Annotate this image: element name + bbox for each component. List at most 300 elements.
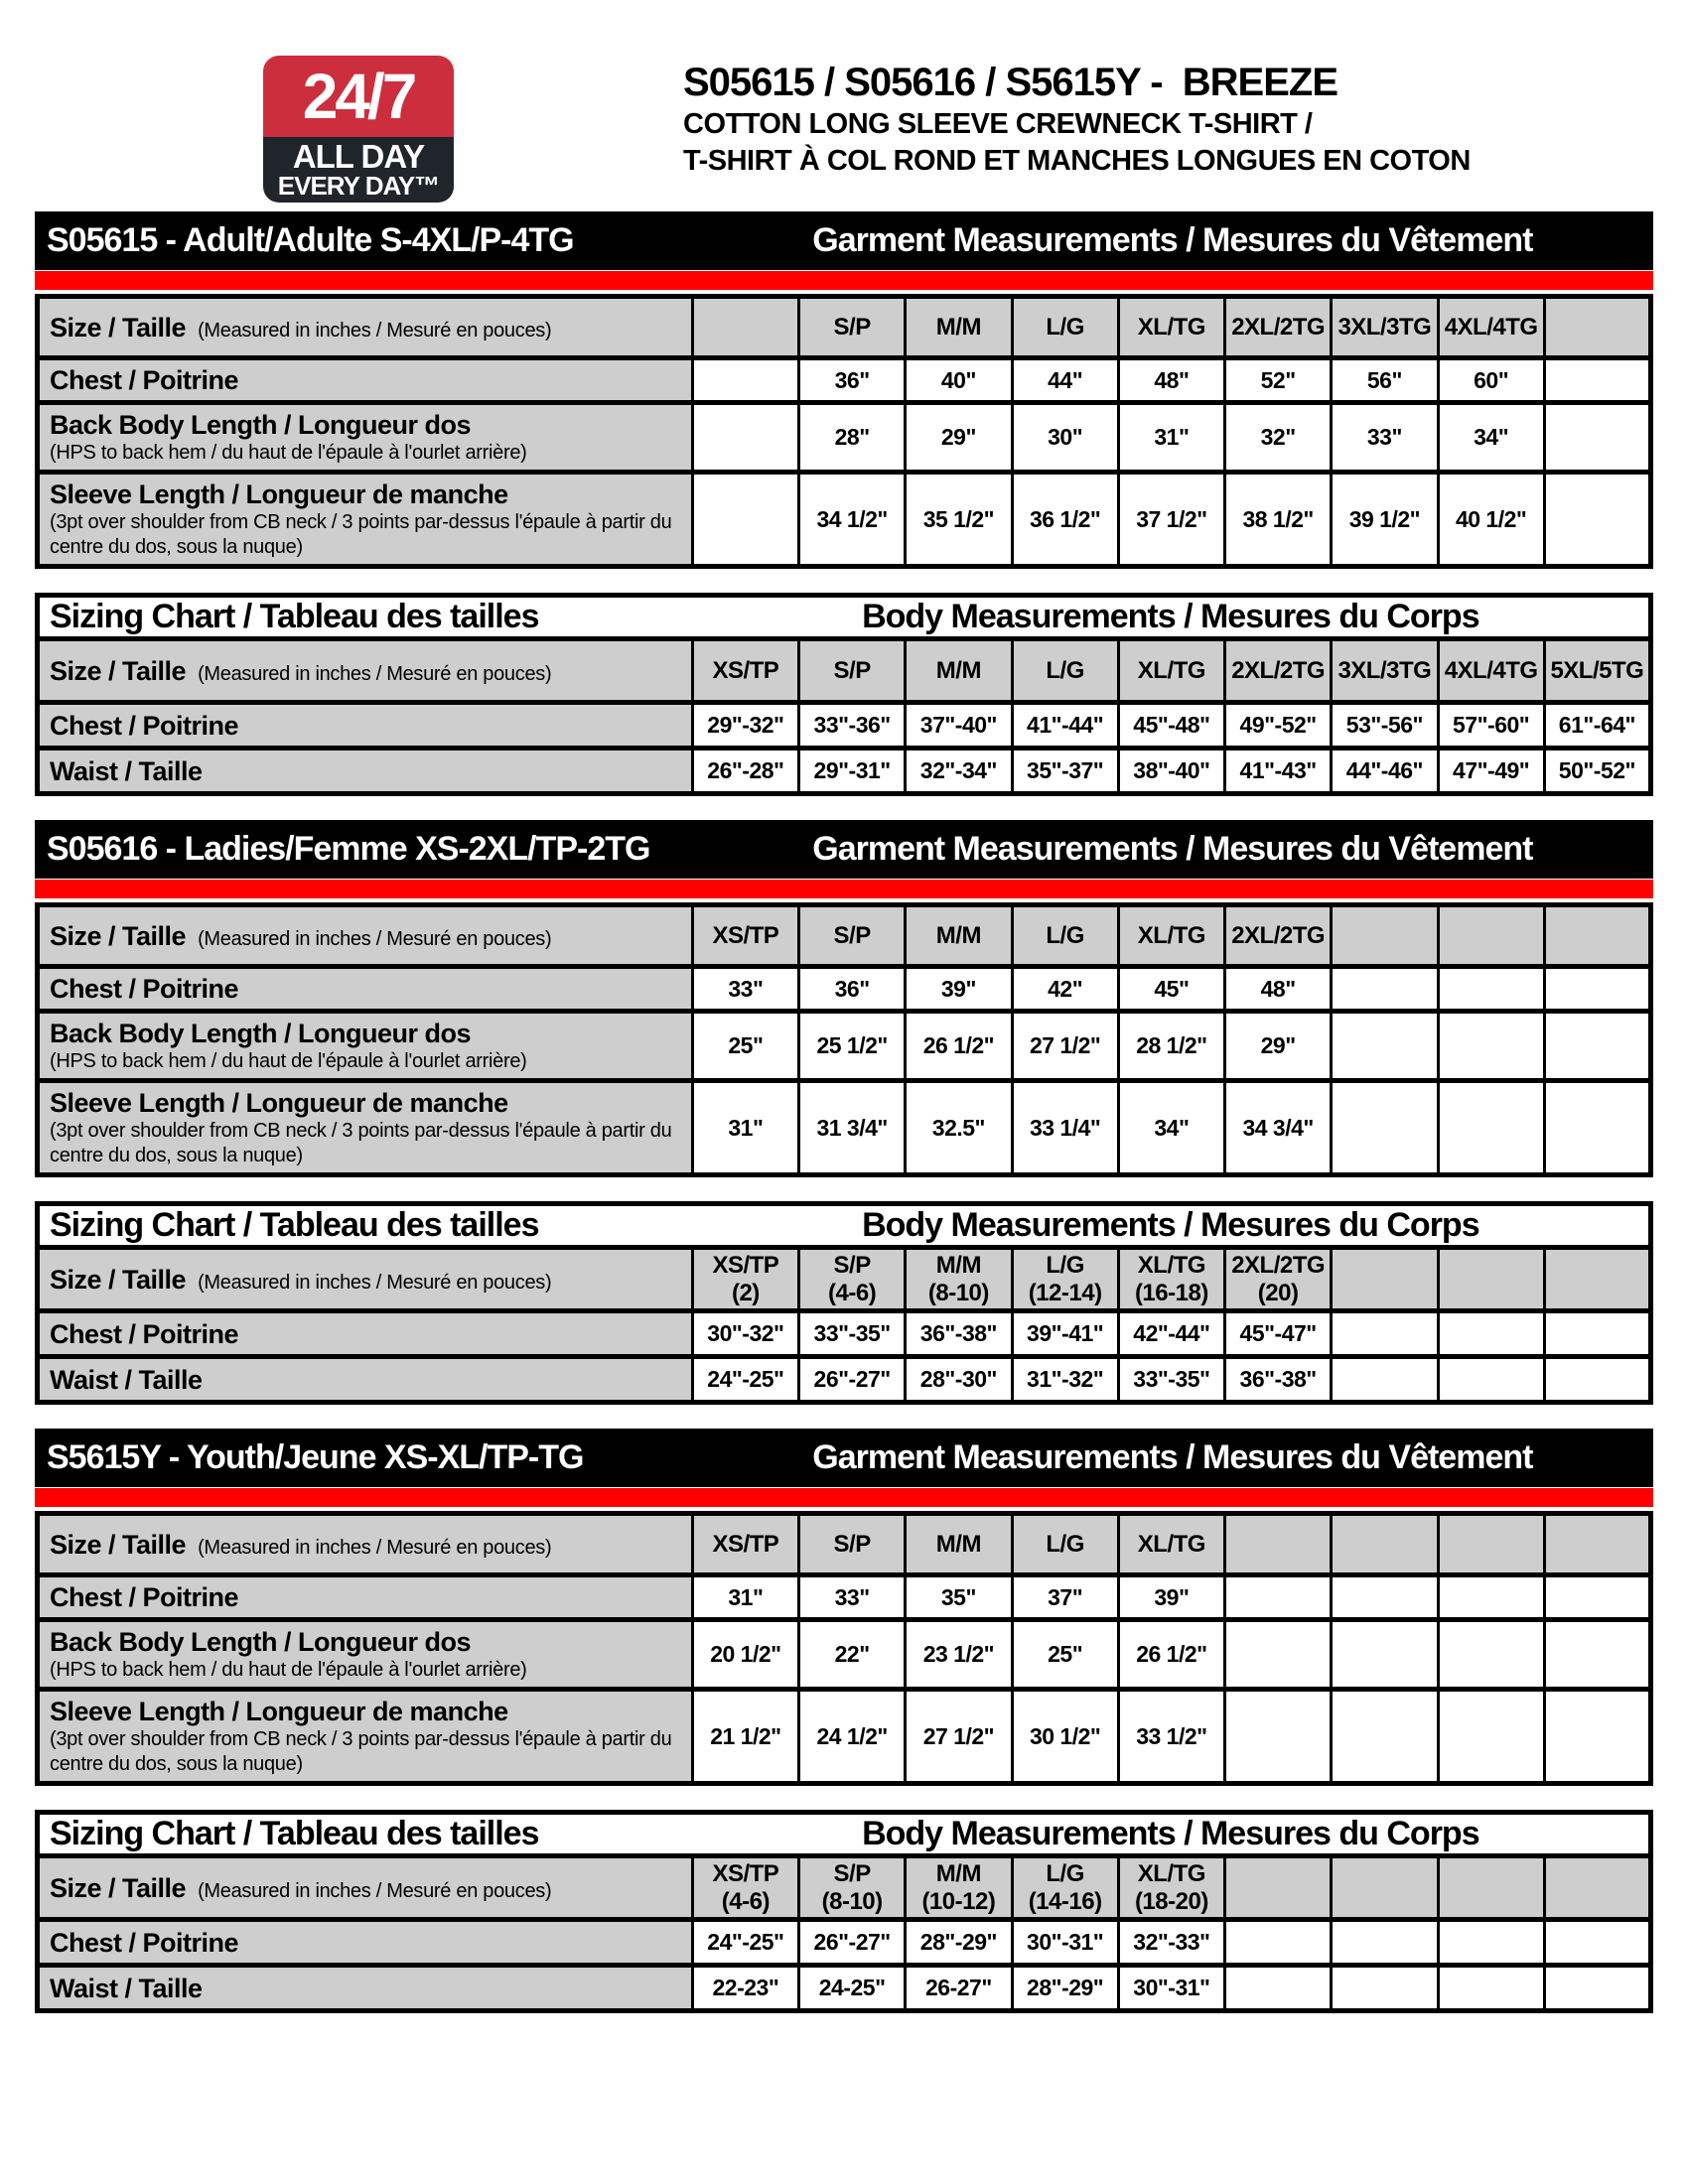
- measurement-cell: 61"-64": [1544, 703, 1650, 749]
- size-header-cell: [692, 1248, 798, 1311]
- size-units-note: (Measured in inches / Mesuré en pouces): [198, 1879, 552, 1902]
- row-note: (3pt over shoulder from CB neck / 3 points par-dessus l'épaule à partir du centre du dos, sous la nuque): [50, 511, 672, 558]
- measurement-cell: [1332, 1920, 1438, 1966]
- measurement-cell: [1544, 1690, 1650, 1784]
- measurement-cell: 26 1/2": [906, 1012, 1012, 1081]
- size-name: 2XL/2TG: [1231, 656, 1326, 684]
- size-header-cell: [1225, 1514, 1332, 1575]
- size-name: XL/TG: [1137, 313, 1205, 341]
- size-name: 3XL/3TG: [1337, 656, 1432, 684]
- adult-body-section: [35, 593, 1653, 796]
- sizing-chart-title: Sizing Chart / Tableau des tailles: [50, 1815, 539, 1852]
- row-label-cell: [38, 1920, 693, 1966]
- measurement-cell: [1438, 1575, 1544, 1620]
- size-number-range: (18-20): [1134, 1887, 1208, 1915]
- row-label-cell: [38, 473, 693, 567]
- size-header-cell: [1332, 297, 1438, 358]
- size-name: M/M: [935, 921, 981, 949]
- size-header-cell: [1438, 905, 1544, 967]
- measurement-cell: 25": [692, 1012, 798, 1081]
- measurement-cell: 42": [1012, 967, 1118, 1012]
- chart-header-row: [38, 596, 1651, 639]
- size-number-range: (10-12): [921, 1887, 996, 1915]
- ladies-body-table: [35, 1201, 1653, 1405]
- measurement-cell: 36": [799, 358, 906, 403]
- size-name: S/P: [833, 1530, 871, 1558]
- row-label: Back Body Length / Longueur dos: [50, 410, 472, 440]
- measurement-cell: 44"-46": [1332, 749, 1438, 794]
- measurement-cell: 28"-29": [906, 1920, 1012, 1966]
- row-label-cell: [38, 1311, 693, 1357]
- size-name: M/M: [935, 1251, 981, 1279]
- size-name: S/P: [833, 313, 871, 341]
- measurement-cell: 42"-44": [1118, 1311, 1224, 1357]
- size-name: 5XL/5TG: [1550, 656, 1644, 684]
- size-name: XL/TG: [1137, 921, 1205, 949]
- chart-header-row: [38, 1813, 1651, 1856]
- size-number-range: (12-14): [1028, 1279, 1102, 1306]
- logo-every-day-text: EVERY DAY™: [277, 171, 440, 201]
- measurement-cell: [1438, 967, 1544, 1012]
- adult-garment-section: [35, 211, 1653, 569]
- section-header-bar: [35, 820, 1653, 879]
- row-label: Chest / Poitrine: [50, 365, 239, 395]
- measurement-cell: 33"-36": [799, 703, 906, 749]
- size-name: M/M: [935, 1859, 981, 1887]
- size-header-row: [38, 905, 1651, 967]
- size-number-range: (2): [731, 1279, 760, 1306]
- measurement-cell: [1225, 1690, 1332, 1784]
- size-header-cell: [1438, 1514, 1544, 1575]
- size-units-note: (Measured in inches / Mesuré en pouces): [198, 662, 552, 685]
- sections-container: [35, 211, 1653, 2037]
- row-label-cell: [38, 1081, 693, 1175]
- measurement-cell: [692, 358, 798, 403]
- measurement-cell: 37"-40": [906, 703, 1012, 749]
- size-name: L/G: [1046, 656, 1084, 684]
- measurement-cell: [1544, 1311, 1650, 1357]
- measurement-cell: 37 1/2": [1118, 473, 1224, 567]
- size-header-cell: [1118, 297, 1224, 358]
- size-header-cell: [1332, 639, 1438, 703]
- size-header-cell: [1118, 639, 1224, 703]
- size-number-range: (16-18): [1134, 1279, 1208, 1306]
- measurement-cell: 30 1/2": [1012, 1690, 1118, 1784]
- row-label: Waist / Taille: [50, 1364, 203, 1395]
- section-title: S05616 - Ladies/Femme XS-2XL/TP-2TG: [47, 830, 650, 868]
- logo-24-7-badge: [263, 56, 454, 137]
- size-name: XS/TP: [712, 1859, 779, 1887]
- measurement-cell: 20 1/2": [692, 1620, 798, 1690]
- measurement-cell: [1438, 1081, 1544, 1175]
- youth-garment-section: [35, 1429, 1653, 1786]
- chart-header-cell: [38, 1813, 1651, 1856]
- measurement-cell: [1544, 473, 1650, 567]
- measurement-cell: [1544, 967, 1650, 1012]
- section-header-bar: [35, 1429, 1653, 1487]
- row-note: (HPS to back hem / du haut de l'épaule à l'ourlet arrière): [50, 442, 527, 464]
- row-note: (HPS to back hem / du haut de l'épaule à l'ourlet arrière): [50, 1050, 527, 1072]
- size-number-range: (8-10): [821, 1887, 883, 1915]
- measurement-cell: [1332, 1357, 1438, 1403]
- size-label: Size / Taille: [50, 1872, 187, 1903]
- measurement-cell: 30"-31": [1012, 1920, 1118, 1966]
- measurement-row: [38, 1081, 1651, 1175]
- youth-body-table: [35, 1810, 1653, 2013]
- size-name: S/P: [833, 1251, 871, 1279]
- body-measurements-heading: Body Measurements / Mesures du Corps: [862, 1815, 1479, 1852]
- size-header-cell: [906, 905, 1012, 967]
- measurement-cell: 27 1/2": [906, 1690, 1012, 1784]
- measurement-cell: 26"-27": [799, 1357, 906, 1403]
- size-name: 2XL/2TG: [1231, 1251, 1326, 1279]
- measurement-cell: [1544, 358, 1650, 403]
- row-label-cell: [38, 1620, 693, 1690]
- measurement-cell: 28": [799, 403, 906, 473]
- size-units-note: (Measured in inches / Mesuré en pouces): [198, 319, 552, 341]
- row-label: Chest / Poitrine: [50, 710, 239, 741]
- measurement-cell: [692, 473, 798, 567]
- size-name: L/G: [1046, 1530, 1084, 1558]
- size-units-note: (Measured in inches / Mesuré en pouces): [198, 1536, 552, 1559]
- measurement-cell: 36"-38": [1225, 1357, 1332, 1403]
- measurement-cell: 38 1/2": [1225, 473, 1332, 567]
- size-label-cell: [38, 905, 693, 967]
- measurement-cell: 29"-32": [692, 703, 798, 749]
- row-label-cell: [38, 1575, 693, 1620]
- measurement-row: [38, 1357, 1651, 1403]
- measurement-cell: 33"-35": [799, 1311, 906, 1357]
- measurement-cell: 26-27": [906, 1966, 1012, 2011]
- size-header-cell: [1118, 1514, 1224, 1575]
- sizing-chart-title: Sizing Chart / Tableau des tailles: [50, 598, 539, 635]
- row-label: Chest / Poitrine: [50, 974, 239, 1004]
- row-note: (3pt over shoulder from CB neck / 3 points par-dessus l'épaule à partir du centre du dos, sous la nuque): [50, 1728, 672, 1775]
- size-number-range: (20): [1257, 1279, 1299, 1306]
- measurement-row: [38, 358, 1651, 403]
- measurement-row: [38, 403, 1651, 473]
- row-label: Waist / Taille: [50, 755, 203, 786]
- measurement-cell: 56": [1332, 358, 1438, 403]
- size-header-cell: [799, 1856, 906, 1920]
- size-header-cell: [1544, 297, 1650, 358]
- accent-bar: [35, 1488, 1653, 1507]
- measurement-cell: 40": [906, 358, 1012, 403]
- size-name: L/G: [1046, 1859, 1084, 1887]
- measurement-cell: [1438, 1690, 1544, 1784]
- product-subtitle-fr: T-SHIRT À COL ROND ET MANCHES LONGUES EN COTON: [683, 145, 1471, 177]
- size-header-row: [38, 1248, 1651, 1311]
- size-name: XL/TG: [1137, 1251, 1205, 1279]
- size-name: L/G: [1046, 313, 1084, 341]
- row-label: Chest / Poitrine: [50, 1927, 239, 1958]
- measurement-cell: 24"-25": [692, 1357, 798, 1403]
- measurement-cell: 26 1/2": [1118, 1620, 1224, 1690]
- size-name: 4XL/4TG: [1444, 656, 1538, 684]
- measurement-cell: 33"-35": [1118, 1357, 1224, 1403]
- measurement-cell: [1544, 1357, 1650, 1403]
- size-name: L/G: [1046, 921, 1084, 949]
- garment-measurements-heading: Garment Measurements / Mesures du Vêtement: [812, 1438, 1533, 1476]
- measurement-cell: 31 3/4": [799, 1081, 906, 1175]
- measurement-cell: [1332, 1690, 1438, 1784]
- youth-body-section: [35, 1810, 1653, 2013]
- measurement-cell: 31"-32": [1012, 1357, 1118, 1403]
- measurement-cell: 45"-47": [1225, 1311, 1332, 1357]
- size-name: M/M: [935, 656, 981, 684]
- section-header-bar: [35, 211, 1653, 270]
- measurement-row: [38, 1966, 1651, 2011]
- size-header-cell: [1012, 1514, 1118, 1575]
- size-header-cell: [1012, 1248, 1118, 1311]
- measurement-cell: 39 1/2": [1332, 473, 1438, 567]
- size-header-cell: [799, 297, 906, 358]
- measurement-cell: 29": [906, 403, 1012, 473]
- size-name: XS/TP: [712, 656, 779, 684]
- measurement-cell: 36": [799, 967, 906, 1012]
- logo-tagline: [263, 137, 454, 203]
- size-header-cell: [1332, 905, 1438, 967]
- measurement-cell: 49"-52": [1225, 703, 1332, 749]
- measurement-cell: [1438, 1620, 1544, 1690]
- measurement-cell: 45": [1118, 967, 1224, 1012]
- measurement-cell: 33": [1332, 403, 1438, 473]
- size-header-cell: [1225, 639, 1332, 703]
- measurement-row: [38, 1920, 1651, 1966]
- logo-24-7-text: 24/7: [302, 61, 415, 132]
- size-header-row: [38, 1514, 1651, 1575]
- chart-header-cell: [38, 596, 1651, 639]
- size-header-cell: [692, 1856, 798, 1920]
- measurement-cell: 35"-37": [1012, 749, 1118, 794]
- row-label: Back Body Length / Longueur dos: [50, 1627, 472, 1657]
- measurement-cell: 32"-33": [1118, 1920, 1224, 1966]
- measurement-cell: 44": [1012, 358, 1118, 403]
- garment-measurements-heading: Garment Measurements / Mesures du Vêtement: [812, 221, 1533, 259]
- measurement-cell: [1544, 1966, 1650, 2011]
- size-header-cell: [1332, 1248, 1438, 1311]
- measurement-cell: 29"-31": [799, 749, 906, 794]
- size-header-cell: [1225, 1248, 1332, 1311]
- size-units-note: (Measured in inches / Mesuré en pouces): [198, 1271, 552, 1294]
- measurement-cell: 22": [799, 1620, 906, 1690]
- measurement-cell: [1438, 1357, 1544, 1403]
- size-name: XL/TG: [1137, 1859, 1205, 1887]
- measurement-cell: 50"-52": [1544, 749, 1650, 794]
- size-header-cell: [799, 1514, 906, 1575]
- row-label-cell: [38, 1012, 693, 1081]
- measurement-cell: [1332, 1620, 1438, 1690]
- row-label-cell: [38, 967, 693, 1012]
- measurement-row: [38, 749, 1651, 794]
- measurement-cell: 32": [1225, 403, 1332, 473]
- measurement-cell: [1225, 1920, 1332, 1966]
- accent-bar: [35, 880, 1653, 898]
- size-header-cell: [692, 905, 798, 967]
- measurement-cell: [1438, 1012, 1544, 1081]
- measurement-cell: 32.5": [906, 1081, 1012, 1175]
- size-header-cell: [1438, 639, 1544, 703]
- measurement-cell: 45"-48": [1118, 703, 1224, 749]
- size-name: S/P: [833, 1859, 871, 1887]
- measurement-cell: 38"-40": [1118, 749, 1224, 794]
- size-header-cell: [799, 1248, 906, 1311]
- measurement-cell: [1332, 1575, 1438, 1620]
- size-header-cell: [1332, 1856, 1438, 1920]
- size-header-cell: [906, 297, 1012, 358]
- measurement-cell: 21 1/2": [692, 1690, 798, 1784]
- row-note: (3pt over shoulder from CB neck / 3 points par-dessus l'épaule à partir du centre du dos, sous la nuque): [50, 1120, 672, 1166]
- size-header-cell: [1012, 639, 1118, 703]
- sizing-chart-title: Sizing Chart / Tableau des tailles: [50, 1206, 539, 1244]
- size-label-cell: [38, 297, 693, 358]
- measurement-cell: [1225, 1966, 1332, 2011]
- row-label: Chest / Poitrine: [50, 1582, 239, 1612]
- size-header-cell: [692, 1514, 798, 1575]
- size-header-cell: [1012, 1856, 1118, 1920]
- size-header-cell: [1012, 297, 1118, 358]
- product-subtitle-en: COTTON LONG SLEEVE CREWNECK T-SHIRT /: [683, 108, 1313, 140]
- size-header-cell: [1118, 1248, 1224, 1311]
- size-header-cell: [906, 639, 1012, 703]
- measurement-cell: 53"-56": [1332, 703, 1438, 749]
- section-title: S5615Y - Youth/Jeune XS-XL/TP-TG: [47, 1438, 584, 1476]
- garment-measurements-heading: Garment Measurements / Mesures du Vêtement: [812, 830, 1533, 868]
- measurement-cell: 27 1/2": [1012, 1012, 1118, 1081]
- measurement-cell: 35": [906, 1575, 1012, 1620]
- size-header-cell: [1438, 1248, 1544, 1311]
- measurement-cell: 24 1/2": [799, 1690, 906, 1784]
- product-title: S05615 / S05616 / S5615Y - BREEZE: [683, 61, 1338, 104]
- measurement-cell: 48": [1118, 358, 1224, 403]
- measurement-cell: 34 1/2": [799, 473, 906, 567]
- size-header-cell: [1544, 1856, 1650, 1920]
- size-name: 2XL/2TG: [1231, 921, 1326, 949]
- size-header-cell: [692, 639, 798, 703]
- size-label-cell: [38, 1248, 693, 1311]
- size-number-range: (4-6): [828, 1279, 877, 1306]
- measurement-cell: 40 1/2": [1438, 473, 1544, 567]
- chart-header-row: [38, 1204, 1651, 1248]
- size-label: Size / Taille: [50, 1264, 187, 1295]
- body-measurements-heading: Body Measurements / Mesures du Corps: [862, 598, 1479, 635]
- measurement-cell: [1332, 1012, 1438, 1081]
- measurement-cell: 24"-25": [692, 1920, 798, 1966]
- size-number-range: (14-16): [1028, 1887, 1102, 1915]
- measurement-cell: 25 1/2": [799, 1012, 906, 1081]
- brand-logo: [263, 56, 454, 203]
- measurement-cell: 34 3/4": [1225, 1081, 1332, 1175]
- size-header-cell: [1225, 297, 1332, 358]
- row-label-cell: [38, 1690, 693, 1784]
- size-header-cell: [1438, 297, 1544, 358]
- size-header-cell: [906, 1248, 1012, 1311]
- size-name: XL/TG: [1137, 656, 1205, 684]
- measurement-cell: 25": [1012, 1620, 1118, 1690]
- measurement-cell: [1438, 1311, 1544, 1357]
- measurement-cell: 37": [1012, 1575, 1118, 1620]
- measurement-cell: 33 1/4": [1012, 1081, 1118, 1175]
- size-label: Size / Taille: [50, 655, 187, 686]
- measurement-cell: 31": [692, 1575, 798, 1620]
- size-name: 4XL/4TG: [1444, 313, 1538, 341]
- measurement-cell: 33": [692, 967, 798, 1012]
- size-name: M/M: [935, 313, 981, 341]
- measurement-cell: 30": [1012, 403, 1118, 473]
- size-name: XS/TP: [712, 1530, 779, 1558]
- measurement-cell: [1544, 1620, 1650, 1690]
- size-name: S/P: [833, 656, 871, 684]
- adult-body-table: [35, 593, 1653, 796]
- ladies-body-section: [35, 1201, 1653, 1405]
- measurement-row: [38, 1012, 1651, 1081]
- size-header-cell: [1438, 1856, 1544, 1920]
- logo-all-day-text: ALL DAY: [292, 138, 425, 175]
- measurement-cell: 26"-27": [799, 1920, 906, 1966]
- row-label: Waist / Taille: [50, 1973, 203, 2003]
- measurement-cell: 31": [1118, 403, 1224, 473]
- size-label: Size / Taille: [50, 312, 187, 342]
- size-name: 3XL/3TG: [1337, 313, 1432, 341]
- measurement-row: [38, 1575, 1651, 1620]
- size-label: Size / Taille: [50, 1529, 187, 1560]
- measurement-row: [38, 1620, 1651, 1690]
- size-header-cell: [1225, 905, 1332, 967]
- row-label: Sleeve Length / Longueur de manche: [50, 1088, 508, 1118]
- measurement-cell: [1438, 1920, 1544, 1966]
- measurement-cell: 26"-28": [692, 749, 798, 794]
- measurement-cell: [1332, 1966, 1438, 2011]
- measurement-cell: 33 1/2": [1118, 1690, 1224, 1784]
- size-header-cell: [799, 639, 906, 703]
- measurement-cell: 28"-29": [1012, 1966, 1118, 2011]
- measurement-cell: 34": [1438, 403, 1544, 473]
- ladies-garment-table: [35, 902, 1653, 1177]
- row-label: Back Body Length / Longueur dos: [50, 1019, 472, 1048]
- body-measurements-heading: Body Measurements / Mesures du Corps: [862, 1206, 1479, 1244]
- measurement-cell: 47"-49": [1438, 749, 1544, 794]
- measurement-cell: 35 1/2": [906, 473, 1012, 567]
- accent-bar: [35, 271, 1653, 290]
- size-header-cell: [1118, 905, 1224, 967]
- measurement-cell: [1438, 1966, 1544, 2011]
- size-header-cell: [1544, 1248, 1650, 1311]
- row-label-cell: [38, 749, 693, 794]
- measurement-cell: [1544, 1012, 1650, 1081]
- size-header-cell: [1118, 1856, 1224, 1920]
- measurement-cell: 32"-34": [906, 749, 1012, 794]
- row-label-cell: [38, 403, 693, 473]
- measurement-cell: 28 1/2": [1118, 1012, 1224, 1081]
- size-label-cell: [38, 1514, 693, 1575]
- size-header-cell: [799, 905, 906, 967]
- row-label: Sleeve Length / Longueur de manche: [50, 479, 508, 509]
- measurement-cell: 41"-44": [1012, 703, 1118, 749]
- measurement-cell: [1544, 1081, 1650, 1175]
- size-header-cell: [1544, 1514, 1650, 1575]
- size-name: S/P: [833, 921, 871, 949]
- size-header-row: [38, 1856, 1651, 1920]
- measurement-cell: [1544, 1575, 1650, 1620]
- measurement-cell: [1544, 1920, 1650, 1966]
- measurement-cell: 36 1/2": [1012, 473, 1118, 567]
- row-label-cell: [38, 1966, 693, 2011]
- measurement-row: [38, 1311, 1651, 1357]
- measurement-cell: 52": [1225, 358, 1332, 403]
- measurement-row: [38, 1690, 1651, 1784]
- size-header-cell: [906, 1856, 1012, 1920]
- row-label-cell: [38, 358, 693, 403]
